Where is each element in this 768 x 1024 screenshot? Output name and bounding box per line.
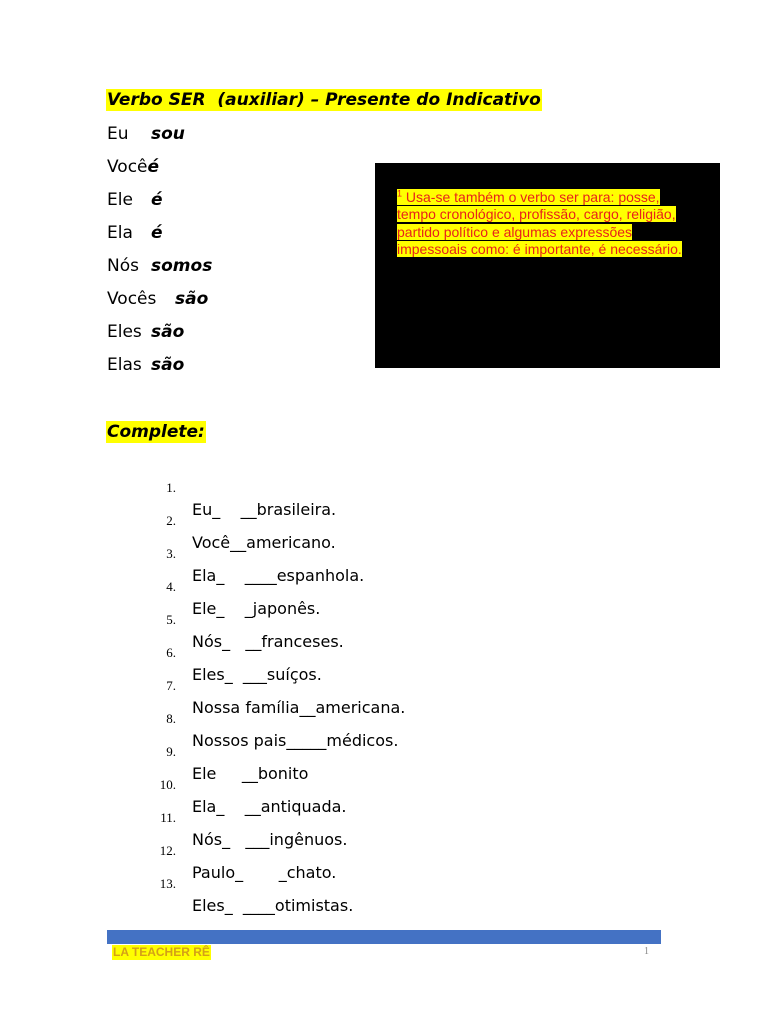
conjugation-row — [107, 222, 163, 244]
item-number: 11. — [160, 810, 176, 825]
note-box — [375, 163, 720, 368]
pronoun: Eu — [107, 124, 129, 144]
item-text: Paulo_ _chato. — [192, 863, 337, 882]
item-text: Ele_ _japonês. — [192, 599, 321, 618]
item-text: Ela_ __antiquada. — [192, 797, 347, 816]
pronoun: Ela — [107, 223, 133, 243]
verb-form: somos — [151, 256, 213, 276]
item-text: Nossos pais_____médicos. — [192, 731, 399, 750]
item-text: Nós_ ___ingênuos. — [192, 830, 348, 849]
verb-form: sou — [151, 124, 185, 144]
item-number: 2. — [166, 513, 176, 528]
item-text: Ele __bonito — [192, 764, 309, 783]
conjugation-row — [107, 189, 163, 211]
pronoun: Eles — [107, 322, 142, 342]
exercise-heading: Complete: — [107, 422, 205, 442]
verb-form: são — [175, 289, 209, 309]
item-number: 3. — [166, 546, 176, 561]
conjugation-row — [107, 321, 185, 343]
item-text: Você__americano. — [192, 533, 336, 552]
verb-form: é — [147, 157, 160, 177]
footer-bar — [107, 930, 661, 944]
page-title: Verbo SER (auxiliar) – Presente do Indicativo — [107, 90, 541, 110]
verb-form: são — [151, 322, 185, 342]
item-text: Nossa família__americana. — [192, 698, 406, 717]
verb-form: são — [151, 355, 185, 375]
item-text: Nós_ __franceses. — [192, 632, 344, 651]
conjugation-row — [107, 156, 159, 178]
conjugation-row — [107, 288, 209, 310]
page-number: 1 — [644, 946, 649, 957]
pronoun: Nós — [107, 256, 139, 276]
item-number: 8. — [166, 711, 176, 726]
conjugation-row — [107, 255, 213, 277]
exercise-item — [0, 455, 337, 519]
item-number: 7. — [166, 678, 176, 693]
item-number: 13. — [159, 876, 176, 891]
item-text: Eles_ ____otimistas. — [192, 896, 354, 915]
item-number: 1. — [166, 480, 176, 495]
item-number: 9. — [166, 744, 176, 759]
item-number: 12. — [159, 843, 176, 858]
note-body: Usa-se também o verbo ser para: posse, tempo cronológico, profissão, cargo, religião, partido político e algumas expressões impessoais como: é importante, é necessário. — [397, 188, 682, 258]
conjugation-row — [107, 354, 185, 376]
item-number: 10. — [159, 777, 176, 792]
verb-form: é — [151, 190, 163, 210]
footer-author: LA TEACHER RÊ — [113, 945, 210, 959]
pronoun: Vocês — [107, 289, 157, 309]
item-number: 5. — [166, 612, 176, 627]
verb-form: é — [151, 223, 163, 243]
pronoun: Elas — [107, 355, 142, 375]
item-number: 6. — [166, 645, 176, 660]
pronoun: Ele — [107, 190, 133, 210]
pronoun: Você — [107, 157, 148, 177]
item-text: Eu_ __brasileira. — [192, 500, 337, 519]
note-text — [397, 185, 697, 259]
item-text: Ela_ ____espanhola. — [192, 566, 365, 585]
item-number: 4. — [166, 579, 176, 594]
item-text: Eles_ ___suíços. — [192, 665, 322, 684]
note-marker: 1 — [397, 188, 403, 198]
conjugation-row — [107, 123, 185, 145]
